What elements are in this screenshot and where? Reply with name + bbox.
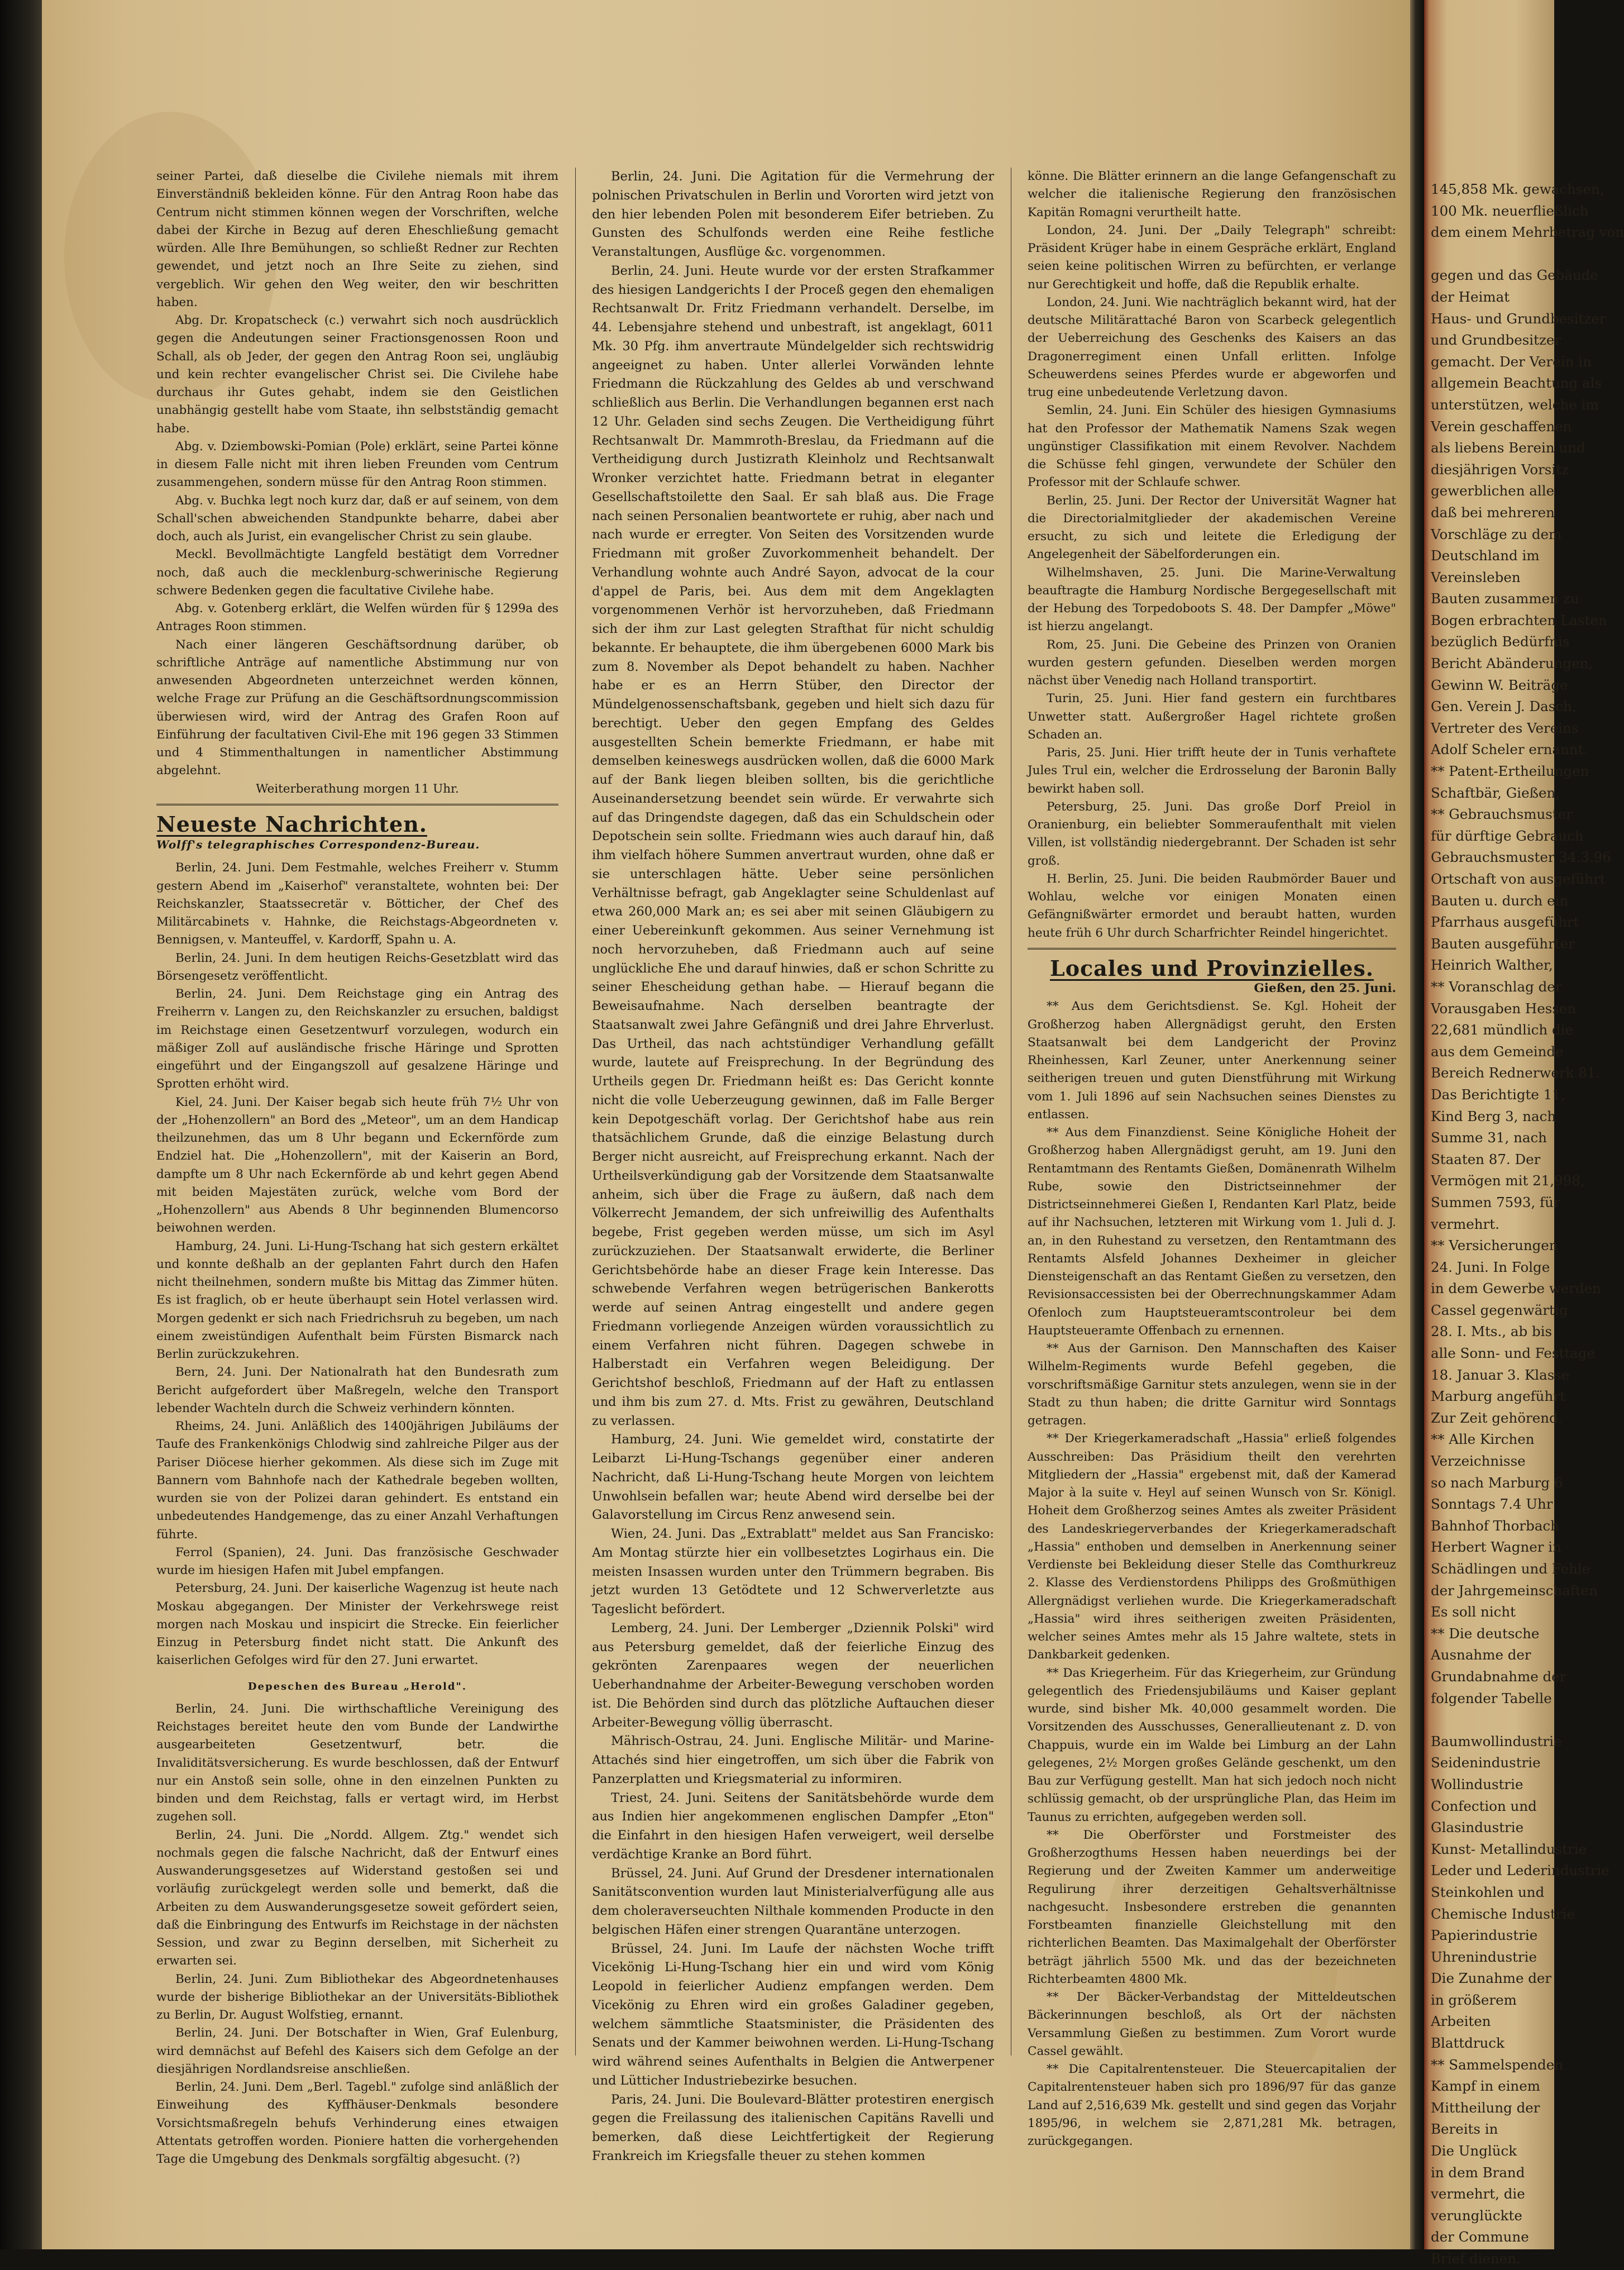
- news-item: Semlin, 24. Juni. Ein Schüler des hiesigen Gymnasiums hat den Professor der Mathematik Namens Szak wegen ungünstiger Classifikation mit einem Revolver. Nachdem die Schüsse fehl gingen, verwundete der Schüler den Professor mit der Schlaufe schwer.: [1028, 403, 1396, 490]
- news-item: Turin, 25. Juni. Hier fand gestern ein furchtbares Unwetter statt. Außergroßer Hagel richtete großen Schaden an.: [1028, 692, 1396, 742]
- adjacent-page-line: Bericht Abänderungen,: [1431, 655, 1593, 672]
- article-paragraph: Nach einer längeren Geschäftsordnung darüber, ob schriftliche Anträge auf namentliche Abstimmung nur von anwesenden Abgeordneten unterzeichnet werden können, welche Frage zur Prüfung an die Geschäftsordnungscommission überwiesen wird, wird der Antrag des Grafen Roon auf Einführung der facultativen Civil-Ehe mit 196 gegen 33 Stimmen und 4 Stimmenthaltungen in namentlicher Abstimmung abgelehnt.: [156, 637, 558, 778]
- adjacent-page-line: 145,858 Mk. gewachsen,: [1431, 181, 1604, 197]
- adjacent-page-line: Papierindustrie: [1431, 1927, 1538, 1944]
- adjacent-page-line: Bereits in: [1431, 2121, 1498, 2138]
- article-paragraph: Abg. v. Buchka legt noch kurz dar, daß er auf seinem, von dem Schall'schen abweichenden Standpunkte beharre, dabei aber doch, auch als Jurist, ein evangelischer Christ zu sein glaube.: [156, 493, 558, 543]
- adjacent-page-line: Vertreter des Vereins: [1431, 719, 1579, 736]
- local-item: ** Aus dem Gerichtsdienst. Se. Kgl. Hoheit der Großherzog haben Allergnädigst geruht, den Ersten Staatsanwalt bei dem Landgericht der Provinz Rheinhessen, Karl Zeuner, unter Anerkennung seiner seitherigen treuen und guten Dienstführung mit Wirkung vom 1. Juli 1896 auf sein Nachsuchen seines Dienstes zu entlassen.: [1028, 999, 1396, 1122]
- news-item: Paris, 24. Juni. Die Boulevard-Blätter protestiren energisch gegen die Freilassung des italienischen Capitäns Ravelli und bemerken, daß diese Leichtfertigkeit der Regierung Frankreich im Kriegsfalle theuer zu stehen kommen: [592, 2092, 994, 2163]
- adjacent-page-line: [1431, 244, 1551, 265]
- news-item: Ferrol (Spanien), 24. Juni. Das französische Geschwader wurde im hiesigen Hafen mit Jubel empfangen.: [156, 1545, 558, 1577]
- adjacent-page-line: aus dem Gemeinde: [1431, 1043, 1564, 1060]
- news-item: Berlin, 24. Juni. Dem „Berl. Tagebl." zufolge sind anläßlich der Einweihung des Kyffhäuser-Denkmals besondere Vorsichtsmaßregeln behufs Verhinderung eines etwaigen Attentats getroffen worden. Pioniere hatten die vorhergehenden Tage die Umgebung des Denkmals sorgfältig abgesucht. (?): [156, 2080, 558, 2166]
- adjacent-page-line: Brief dienen.: [1431, 2250, 1521, 2267]
- news-item: Wilhelmshaven, 25. Juni. Die Marine-Verwaltung beauftragte die Hamburg Nordische Bergegesellschaft mit der Hebung des Torpedoboots S. 48. Der Dampfer „Möwe" ist hierzu angelangt.: [1028, 565, 1396, 634]
- news-item: Hamburg, 24. Juni. Li-Hung-Tschang hat sich gestern erkältet und konnte deßhalb an der geplanten Fahrt durch den Hafen nicht theilnehmen, sondern mußte bis Mittag das Zimmer hüten. Es ist fraglich, ob er heute überhaupt sein Hotel verlassen wird. Morgen gedenkt er sich nach Friedrichsruh zu begeben, um nach einem zweistündigen Aufenthalt beim Fürsten Bismarck nach Berlin zurückzukehren.: [156, 1239, 558, 1361]
- adjacent-page-line: 28. I. Mts., ab bis: [1431, 1323, 1553, 1340]
- adjacent-page-line: Zur Zeit gehörend.: [1431, 1409, 1563, 1426]
- adjacent-page-line: Summen 7593, für: [1431, 1194, 1560, 1210]
- news-item: Berlin, 24. Juni. Dem Festmahle, welches Freiherr v. Stumm gestern Abend im „Kaiserhof" veranstaltete, wohnten bei: Der Reichskanzler, Staatssecretär v. Bötticher, der Chef des Militärcabinets v. Hahnke, die Reichstags-Abgeordneten v. Bennigsen, v. Manteuffel, v. Kardorff, Spahn u. A.: [156, 861, 558, 947]
- adjacent-page-line: ** Voranschlag der: [1431, 978, 1562, 995]
- news-item: Petersburg, 25. Juni. Das große Dorf Preiol in Oranienburg, ein beliebter Sommeraufenthalt mit vielen Villen, ist vollständig niedergebrannt. Der Schaden ist sehr groß.: [1028, 799, 1396, 868]
- adjacent-page-line: Haus- und Grundbesitzer: [1431, 310, 1606, 327]
- adjacent-page-line: Sonntags 7.4 Uhr: [1431, 1496, 1553, 1513]
- adjacent-page-line: 100 Mk. neuerfließlich: [1431, 202, 1589, 219]
- news-item: Berlin, 24. Juni. Dem Reichstage ging ein Antrag des Freiherrn v. Langen zu, den Reichskanzler zu ersuchen, baldigst im Reichstage einen Gesetzentwurf vorzulegen, wodurch ein mäßiger Zoll auf ausländische frische Häringe und Sprotten eingeführt und der Eingangszoll auf gesalzene Häringe und Sprotten erhöht wird.: [156, 987, 558, 1091]
- adjacent-page-line: der Commune: [1431, 2229, 1529, 2245]
- news-item: Bern, 24. Juni. Der Nationalrath hat den Bundesrath zum Bericht aufgefordert über Maßregeln, welche den Transport lebender Wachteln durch die Schweiz verhindern könnten.: [156, 1365, 558, 1415]
- adjacent-page-line: Schädlingen und Fehle: [1431, 1561, 1590, 1577]
- adjacent-page-line: ** Gebrauchsmuster: [1431, 806, 1573, 823]
- adjacent-page-line: Bauten ausgeführter: [1431, 935, 1575, 952]
- news-item: Kiel, 24. Juni. Der Kaiser begab sich heute früh 7½ Uhr von der „Hohenzollern" an Bord des „Meteor", um an dem Handicap theilzunehmen, das um 8 Uhr begann und Eckernförde zum Endziel hat. Die „Hohenzollern", mit der Kaiserin an Bord, dampfte um 8 Uhr nach Eckernförde ab und kehrt gegen Abend mit beiden Majestäten zurück, welche vom Bord der „Hohenzollern" aus Abends 8 Uhr beginnenden Blumencorso beiwohnen werden.: [156, 1095, 558, 1236]
- adjacent-page-line: vermehrt.: [1431, 1215, 1499, 1232]
- adjacent-page-line: Bereich Rednerwerk 81.: [1431, 1065, 1601, 1081]
- adjacent-page-line: gemacht. Der Verein in: [1431, 353, 1592, 370]
- adjacent-page-line: gegen und das Gebäude: [1431, 267, 1598, 284]
- adjacent-page-line: Blattdruck: [1431, 2035, 1504, 2052]
- adjacent-page-line: Es soll nicht: [1431, 1604, 1516, 1620]
- article-paragraph: Abg. v. Dziembowski-Pomian (Pole) erklärt, seine Partei könne in diesem Falle nicht mit ihren lieben Freunden vom Centrum zusammengehen, sondern müsse für den Antrag Roon stimmen.: [156, 439, 558, 490]
- adjacent-page-line: Kind Berg 3, nach: [1431, 1108, 1556, 1124]
- local-item: ** Aus der Garnison. Den Mannschaften des Kaiser Wilhelm-Regiments wurde Befehl gegeben, die vorschriftsmäßige Garnitur stets anzulegen, wenn sie in der Stadt zu thun haben; die dritte Garnitur wird Sonntags getragen.: [1028, 1342, 1396, 1428]
- adjacent-page-line: Seidenindustrie: [1431, 1754, 1541, 1771]
- local-item: ** Die Capitalrentensteuer. Die Steuercapitalien der Capitalrentensteuer haben sich pro 1896/97 für das ganze Land auf 2,516,639 Mk. gestellt und sind gegen das Vorjahr 1895/96, in welchem sie 2,871,281 Mk. betragen, zurückgegangen.: [1028, 2062, 1396, 2148]
- news-item: Triest, 24. Juni. Seitens der Sanitätsbehörde wurde dem aus Indien hier angekommenen englischen Dampfer „Eton" die Einfahrt in den hiesigen Hafen verweigert, weil derselbe verdächtige Kranke an Bord führt.: [592, 1790, 994, 1862]
- news-item: London, 24. Juni. Wie nachträglich bekannt wird, hat der deutsche Militärattaché Baron von Scarbeck gelegentlich der Ueberreichung des Geschenks des Kaisers an das Dragonerregiment einen Unfall erlitten. Infolge Scheuwerdens seines Pferdes wurde er abgeworfen und trug eine unbedeutende Verletzung davon.: [1028, 295, 1396, 399]
- column-3: [1028, 168, 1396, 2150]
- adjacent-page-line: 24. Juni. In Folge: [1431, 1258, 1550, 1275]
- news-item: Mährisch-Ostrau, 24. Juni. Englische Militär- und Marine-Attachés sind hier eingetroffen, um sich über die Fabrik von Panzerplatten und Kriegsmaterial zu informiren.: [592, 1734, 994, 1786]
- section-subtitle: Wolff's telegraphisches Correspondenz-Bureau.: [156, 838, 480, 851]
- news-item: Berlin, 24. Juni. Heute wurde vor der ersten Strafkammer des hiesigen Landgerichts I der Proceß gegen den ehemaligen Rechtsanwalt Dr. Fritz Friedmann verhandelt. Derselbe, im 44. Lebensjahre stehend und unbestraft, ist angeklagt, 6011 Mk. 30 Pfg. ihm anvertraute Mündelgelder sich rechtswidrig angeeignet zu haben. Unter allerlei Vorwänden lehnte Friedmann die Rückzahlung des Geldes ab und verschwand schließlich aus Berlin. Die Verhandlungen begannen erst nach 12 Uhr. Geladen sind sechs Zeugen. Die Vertheidigung führt Rechtsanwalt Dr. Mammroth-Breslau, da Friedmann auf die Vertheidigung durch Justizrath Kleinholz und Rechtsanwalt Wronker verzichtet hatte. Friedmann betrat in eleganter Gesellschaftstoilette den Saal. Er sah blaß aus. Die Frage nach seinen Personalien beantwortete er ruhig, aber nach und nach wurde er erregter. Von Seiten des Vorsitzenden wurde Friedmann mit großer Zuvorkommenheit behandelt. Der Verhandlung wohnte auch André Sayon, advocat de la cour d'appel de Paris, bei. Aus dem mit dem Angeklagten vorgenommenen Verhör ist hervorzuheben, daß Friedmann sich der ihm zur Last gelegten Strafthat für nicht schuldig bekannte. Er behauptete, die ihm übergebenen 6000 Mark bis zum 8. November als Depot behandelt zu haben. Nachher habe er es an Herrn Stüber, den Director der Mündelgenossenschaftsbank, gegeben und hielt sich dazu für berechtigt. Ueber den gegen Empfang des Geldes ausgestellten Schein bemerkte Friedmann, er habe mit demselben keineswegs ausdrücken wollen, daß die 6000 Mark auf der Bank liegen bleiben sollten, bis die gerichtliche Auseinandersetzung beendet sein würde. Er verwahrte sich auf das Dringendste dagegen, daß das ein Schuldschein oder Depotschein sein sollte. Friedmann wies auch darauf hin, daß ihm vielfach höhere Summen anvertraut wurden, ohne daß er sie unterschlagen hätte. Ueber seine persönlichen Verhältnisse befragt, gab Angeklagter seine Schuldenlast auf etwa 260,000 Mark an; es sei aber mit seinen Gläubigern zu einer Uebereinkunft gekommen. Aus seiner Vernehmung ist noch hervorzuheben, daß Friedmann auch auf seine unglückliche Ehe und darauf hinwies, daß er schon Schritte zu seiner Ehescheidung gethan habe. — Hierauf begann die Beweisaufnahme. Nach derselben beantragte der Staatsanwalt zwei Jahre Gefängniß und drei Jahre Ehrverlust. Das Urtheil, das nach achtstündiger Verhandlung gefällt wurde, lautete auf Freisprechung. In der Begründung des Urtheils gegen Dr. Friedmann heißt es: Das Gericht konnte nicht die volle Ueberzeugung gewinnen, daß im Falle Berger kein Depotgeschäft vorlag. Der Gerichtshof habe aus rein thatsächlichem Grunde, daß die einzige Belastung durch Berger nicht ausreicht, auf Freisprechung erkannt. Nach der Urtheilsverkündigung gab der Vorsitzende dem Staatsanwalte anheim, sich über die Frage zu äußern, daß nach dem Völkerrecht Jemandem, der sich unfreiwillig des Aufenthalts begebe, Frist gegeben werden müsse, um sich im Asyl zurückzuziehen. Der Staatsanwalt erwiderte, die Berliner Gerichtsbehörde habe an dieser Frage kein Interesse. Das schwebende Verfahren wegen betrügerischen Bankerotts werde auf seinen Antrag eingestellt und andere gegen Friedmann vorliegende Anzeigen würden voraussichtlich zu einem Verfahren nicht führen. Dagegen schwebe in Halberstadt ein Verfahren wegen Beleidigung. Der Gerichtshof beschloß, Friedmann auf der Haft zu entlassen und ihm bis zum 27. d. Mts. Frist zu gewähren, Deutschland zu verlassen.: [592, 263, 994, 1428]
- section-title: Neueste Nachrichten.: [156, 811, 427, 837]
- adjacent-page-line: Verzeichnisse: [1431, 1453, 1526, 1470]
- adjacent-page-line: Confection und: [1431, 1797, 1537, 1814]
- adjacent-page-line: Marburg angeführt: [1431, 1388, 1565, 1405]
- news-item: Berlin, 24. Juni. Die wirthschaftliche Vereinigung des Reichstages bereitet heute den vom Bunde der Landwirthe ausgearbeiteten Gesetzentwurf, betr. die Invaliditätsversicherung. Es wurde beschlossen, daß der Entwurf nur ein Anstoß sein solle, ohne in den einzelnen Punkten zu binden und dem Reichstag, falls er vertagt wird, im Herbst zugehen soll.: [156, 1701, 558, 1824]
- adjacent-page-line: Staaten 87. Der: [1431, 1151, 1541, 1167]
- adjacent-page-line: als liebens Berein und: [1431, 440, 1585, 456]
- article-paragraph: Abg. Dr. Kropatscheck (c.) verwahrt sich noch ausdrücklich gegen die Andeutungen seiner Fractionsgenossen Roon und Schall, als ob Jeder, der gegen den Antrag Roon sei, ungläubig und kein rechter evangelischer Christ sei. Die Civilehe habe durchaus ihr Gutes gehabt, indem sie den Geistlichen unabhängig gestellt habe vom Staate, ihn selbstständig gemacht habe.: [156, 313, 558, 436]
- adjacent-page-line: Vorschläge zu dem: [1431, 526, 1562, 542]
- adjacent-page-line: unterstützen, welche im: [1431, 396, 1599, 413]
- adjacent-page-line: Uhrenindustrie: [1431, 1948, 1537, 1965]
- adjacent-page-line: dem einem Mehrbetrag von: [1431, 224, 1624, 241]
- adjacent-page-line: Bauten u. durch ein: [1431, 892, 1569, 909]
- adjacent-page-line: Baumwollindustrie: [1431, 1733, 1562, 1749]
- news-item: Hamburg, 24. Juni. Wie gemeldet wird, constatirte der Leibarzt Li-Hung-Tschangs gegenüber einer anderen Nachricht, daß Li-Hung-Tschang heute Morgen von leichtem Unwohlsein befallen war; heute Abend wird derselbe bei der Galavorstellung im Circus Renz anwesend sein.: [592, 1432, 994, 1523]
- adjacent-page-line: Gen. Verein J. Dasch,: [1431, 698, 1577, 715]
- local-item: ** Das Kriegerheim. Für das Kriegerheim, zur Gründung gelegentlich des Friedensjubiläums und Kaiser geplant wurde, sind bisher Mk. 40,000 gesammelt worden. Die Vorsitzenden des Ausschusses, Generallieutenant z. D. von Chappuis, wurde ein im Walde bei Limburg an der Lahn gelegenes, 2½ Morgen großes Gelände geschenkt, um den Bau zur Verfügung gestellt. Man hat sich jedoch noch nicht schlüssig gemacht, ob der ursprüngliche Plan, das Heim im Taunus zu errichten, aufgegeben werden soll.: [1028, 1666, 1396, 1824]
- adjacent-page-text: [1431, 179, 1624, 2270]
- adjacent-page-line: der Heimat: [1431, 288, 1510, 305]
- adjacent-page-line: 18. Januar 3. Klasse: [1431, 1366, 1570, 1383]
- news-item: Berlin, 24. Juni. Die „Nordd. Allgem. Ztg." wendet sich nochmals gegen die falsche Nachricht, daß der Entwurf eines Auswanderungsgesetzes auf Widerstand gestoßen sei und vorläufig zurückgelegt werden solle und bemerkt, daß die Arbeiten zu dem Auswanderungsgesetze soweit gefördert seien, daß die Einbringung des Entwurfs im Reichstage in der nächsten Session, und zwar zu Beginn derselben, mit Sicherheit zu erwarten sei.: [156, 1828, 558, 1968]
- news-item: Wien, 24. Juni. Das „Extrablatt" meldet aus San Francisko: Am Montag stürzte hier ein vollbesetztes Logirhaus ein. Die meisten Insassen wurden unter den Trümmern begraben. Bis jetzt wurden 13 Getödtete und 12 Schwerverletzte aus Tageslicht befördert.: [592, 1527, 994, 1616]
- adjacent-page-line: Chemische Industrie: [1431, 1905, 1575, 1922]
- column-2: [592, 168, 994, 2166]
- adjacent-page-line: verunglückte: [1431, 2207, 1522, 2224]
- adjacent-page-line: Herbert Wagner in: [1431, 1539, 1561, 1556]
- section-divider: [1028, 948, 1396, 952]
- adjacent-page-line: [1431, 1709, 1551, 1731]
- local-item: ** Die Oberförster und Forstmeister des Großherzogthums Hessen haben neuerdings bei der Regierung und der Zweiten Kammer um anderweitige Regulirung ihrer derzeitigen Gehaltsverhältnisse nachgesucht. Insbesondere erstreben die genannten Forstbeamten finanzielle Gleichstellung mit den richterlichen Beamten. Das Maximalgehalt der Oberförster beträgt jährlich 5500 Mk. und das der bezeichneten Richterbeamten 4800 Mk.: [1028, 1828, 1396, 1986]
- adjacent-page-line: Vermögen mit 21,998,: [1431, 1172, 1585, 1189]
- news-item: London, 24. Juni. Der „Daily Telegraph" schreibt: Präsident Krüger habe in einem Gespräche erklärt, England seien keine politischen Wirren zu befürchten, er verlange nur Gerechtigkeit und hoffe, daß die Republik erhalte.: [1028, 223, 1396, 292]
- adjacent-page-line: Mittheilung der: [1431, 2099, 1540, 2116]
- herold-subtitle: Depeschen des Bureau „Herold".: [247, 1680, 467, 1692]
- adjacent-page-line: Die Zunahme der: [1431, 1970, 1552, 1987]
- adjacent-page-line: vermehrt, die: [1431, 2186, 1525, 2202]
- adjacent-page-line: Gebrauchsmuster 34.3.96: [1431, 849, 1611, 866]
- news-item: Brüssel, 24. Juni. Auf Grund der Dresdener internationalen Sanitätsconvention wurden laut Ministerialverfügung alle aus dem choleraverseuchten Nilthale kommenden Producte in den belgischen Häfen einer strengen Quarantäne unterzogen.: [592, 1866, 994, 1937]
- adjacent-page-line: Cassel gegenwärtig: [1431, 1301, 1568, 1318]
- adjacent-page-line: in dem Brand: [1431, 2164, 1525, 2181]
- adjacent-page-line: 22,681 mündlich die: [1431, 1022, 1573, 1038]
- news-item: H. Berlin, 25. Juni. Die beiden Raubmörder Bauer und Wohlau, welche vor einigen Monaten einen Gefängnißwärter ermordet und beraubt hatten, wurden heute früh 6 Uhr durch Scharfrichter Reindel hingerichtet.: [1028, 871, 1396, 940]
- adjacent-page-line: in dem Gewerbe werden: [1431, 1280, 1601, 1297]
- adjacent-page-line: Die Unglück: [1431, 2143, 1517, 2159]
- adjacent-page-line: Summe 31, nach: [1431, 1129, 1547, 1146]
- news-item: Brüssel, 24. Juni. Im Laufe der nächsten Woche trifft Vicekönig Li-Hung-Tschang hier ein und wird vom König Leopold in feierlicher Audienz empfangen werden. Dem Vicekönig zu Ehren wird ein großes Galadiner gegeben, welchem sämmtliche Staatsminister, die Präsidenten des Senats und der Kammer beiwohnen werden. Li-Hung-Tschang wird während seines Aufenthalts in Belgien die Antwerpener und Lütticher Industriebezirke besuchen.: [592, 1941, 994, 2088]
- adjacent-page-line: Kampf in einem: [1431, 2078, 1540, 2095]
- adjacent-page-line: Das Berichtigte 11,: [1431, 1086, 1565, 1103]
- adjacent-page-line: Heinrich Walther,: [1431, 957, 1553, 974]
- article-paragraph: Meckl. Bevollmächtigte Langfeld bestätigt dem Vorredner noch, daß auch die mecklenburg-schwerinische Regierung schwere Bedenken gegen die facultative Civilehe habe.: [156, 547, 558, 598]
- adjacent-page-line: Kunst- Metallindustrie: [1431, 1840, 1587, 1857]
- adjacent-page-line: ** Patent-Ertheilungen: [1431, 763, 1589, 780]
- adjacent-page-line: ** Sammelspenden: [1431, 2056, 1563, 2073]
- adjacent-page-line: Leder und Lederindustrie: [1431, 1862, 1609, 1879]
- adjacent-page-line: Pfarrhaus ausgeführt: [1431, 914, 1579, 931]
- section-divider: [156, 804, 558, 808]
- scan-background-left: [0, 0, 42, 2249]
- adjacent-page-line: Verein geschaffenen: [1431, 418, 1572, 435]
- news-item: Berlin, 24. Juni. Die Agitation für die Vermehrung der polnischen Privatschulen in Berlin und Vororten wird jetzt von den hier lebenden Polen mit besonderem Eifer betrieben. Zu Gunsten des Schulfonds werden eine Reihe festliche Veranstaltungen, Ausflüge &c. vorgenommen.: [592, 169, 994, 259]
- adjacent-page-line: daß bei mehreren: [1431, 504, 1555, 521]
- adjacent-page-line: Wollindustrie: [1431, 1776, 1523, 1792]
- news-item: Petersburg, 24. Juni. Der kaiserliche Wagenzug ist heute nach Moskau abgegangen. Der Minister der Verkehrswege reist morgen nach Moskau und inspicirt die Strecke. Ein feierlicher Einzug in Petersburg findet nicht statt. Die Ankunft des kaiserlichen Gefolges wird für den 27. Juni erwartet.: [156, 1581, 558, 1668]
- local-item: ** Der Kriegerkameradschaft „Hassia" erließ folgendes Ausschreiben: Das Präsidium theilt den verehrten Mitgliedern der „Hassia" ergebenst mit, daß der Kamerad Major à la suite v. Heyl auf seinen Wunsch von Sr. Königl. Hoheit dem Großherzog seines Amtes als zweiter Präsident des Landeskriegerverbandes der Kriegerkameradschaft „Hassia" enthoben und demselben in Anerkennung seiner Verdienste bei Bekleidung dieser Stelle das Comthurkreuz 2. Klasse des Verdienstordens Philipps des Großmüthigen Allergnädigst verliehen wurde. Die Kriegerkameradschaft „Hassia" wird ihres seitherigen zweiten Präsidenten, welcher seines Amtes mehr als 15 Jahre waltete, stets in Dankbarkeit gedenken.: [1028, 1432, 1396, 1662]
- local-item: ** Aus dem Finanzdienst. Seine Königliche Hoheit der Großherzog haben Allergnädigst geruht, am 19. Juni den Rentamtmann des Rentamts Gießen, Domänenrath Wilhelm Rube, sowie den Districtseinnehmer der Districtseinnehmerei Gießen I, Rendanten Karl Platz, beide auf ihr Nachsuchen, letzteren mit Wirkung vom 1. Juli d. J. an, in den Ruhestand zu versetzen, den Rentamtmann des Rentamts Alsfeld Johannes Dexheimer in gleicher Diensteigenschaft an das Rentamt Gießen zu versetzen, den Revisionsaccessisten bei der Oberrechnungskammer Adam Ofenloch zum Hauptsteueramtscontroleur bei dem Hauptsteueramte Offenbach zu ernennen.: [1028, 1126, 1396, 1338]
- adjacent-page-line: Deutschland im: [1431, 547, 1540, 564]
- column-1: [156, 168, 558, 2168]
- adjacent-page-line: der Jahrgemeinschaften: [1431, 1582, 1598, 1599]
- adjacent-page-line: allgemein Beachtung als: [1431, 375, 1602, 392]
- adjacent-page-line: folgender Tabelle: [1431, 1690, 1552, 1706]
- adjacent-page-line: Ausnahme der: [1431, 1647, 1531, 1663]
- adjacent-page-line: gewerblichen alle: [1431, 483, 1555, 499]
- news-item: Berlin, 24. Juni. In dem heutigen Reichs-Gesetzblatt wird das Börsengesetz veröffentlicht.: [156, 951, 558, 983]
- adjacent-page-line: Arbeiten: [1431, 2013, 1491, 2030]
- adjacent-page-line: in größerem: [1431, 1991, 1517, 2008]
- adjacent-page-line: ** Versicherungen: [1431, 1237, 1558, 1254]
- adjacent-page-line: Adolf Scheler ernannt.: [1431, 741, 1588, 758]
- news-item: könne. Die Blätter erinnern an die lange Gefangenschaft zu welcher die italienische Regierung den französischen Kapitän Romagni verurtheilt hatte.: [1028, 169, 1396, 220]
- news-item: Berlin, 24. Juni. Zum Bibliothekar des Abgeordnetenhauses wurde der bisherige Bibliothekar an der Universitäts-Bibliothek zu Berlin, Dr. August Wolfstieg, ernannt.: [156, 1972, 558, 2022]
- adjacent-page-line: Ortschaft von ausgeführt: [1431, 871, 1606, 887]
- news-item: Berlin, 25. Juni. Der Rector der Universität Wagner hat die Directorialmitglieder der akademischen Vereine ersucht, zu sich und leitete die Erledigung der Angelegenheit der Säbelforderungen ein.: [1028, 493, 1396, 562]
- book-gutter: [1410, 0, 1424, 2249]
- adjacent-page-line: diesjährigen Vorsitz: [1431, 461, 1569, 478]
- adjacent-page-line: Steinkohlen und: [1431, 1883, 1545, 1900]
- adjacent-page-line: Bahnhof Thorbach: [1431, 1517, 1559, 1534]
- article-paragraph: seiner Partei, daß dieselbe die Civilehe niemals mit ihrem Einverständniß bekleiden könne. Für den Antrag Roon habe das Centrum nicht stimmen können wegen der Vorschriften, welche dabei der Kirche in Bezug auf deren Eheschließung gemacht würden. Alle Ihre Bemühungen, so schließt Redner zur Rechten gewendet, und jetzt noch an Ihre Seite zu ziehen, sind vergeblich. Wir gehen den Weg weiter, den wir beschritten haben.: [156, 169, 558, 309]
- article-paragraph: Abg. v. Gotenberg erklärt, die Welfen würden für § 1299a des Antrages Roon stimmen.: [156, 602, 558, 634]
- adjacent-page-line: und Grundbesitzer: [1431, 332, 1561, 349]
- news-item: Berlin, 24. Juni. Der Botschafter in Wien, Graf Eulenburg, wird demnächst auf Befehl des Kaisers sich dem Gefolge an der diesjährigen Nordlandsreise anschließen.: [156, 2026, 558, 2076]
- local-item: ** Der Bäcker-Verbandstag der Mitteldeutschen Bäckerinnungen beschloß, als Ort der nächsten Versammlung Gießen zu bestimmen. Zum Vorort wurde Cassel gewählt.: [1028, 1990, 1396, 2058]
- adjacent-page-line: Bogen erbrachten Lasten: [1431, 612, 1607, 628]
- news-item: Lemberg, 24. Juni. Der Lemberger „Dziennik Polski" wird aus Petersburg gemeldet, daß der feierliche Einzug des gekrönten Zarenpaares wegen der neuerlichen Ueberhandnahme der Arbeiter-Bewegung verschoben worden ist. Die Behörden sind durch das plötzliche Auftauchen dieser Arbeiter-Bewegung völlig überrascht.: [592, 1620, 994, 1730]
- adjacent-page-line: Glasindustrie: [1431, 1819, 1524, 1836]
- adjacent-page-line: so nach Marburg 6: [1431, 1474, 1563, 1491]
- adjacent-page-line: Bauten zusammen zu: [1431, 590, 1579, 607]
- adjacent-page-line: bezüglich Bedürfnis: [1431, 633, 1570, 650]
- article-paragraph: Weiterberathung morgen 11 Uhr.: [256, 781, 459, 796]
- adjacent-page-line: Vereinsleben: [1431, 569, 1521, 585]
- adjacent-page-line: alle Sonn- und Festtage: [1431, 1345, 1595, 1362]
- adjacent-page-line: ** Alle Kirchen: [1431, 1431, 1535, 1448]
- adjacent-page-line: Gewinn W. Beiträge: [1431, 676, 1568, 693]
- dateline: Gießen, den 25. Juni.: [1254, 981, 1396, 995]
- local-section-title: Locales und Provinzielles.: [1049, 955, 1374, 981]
- adjacent-page-line: Grundabnahme der: [1431, 1668, 1566, 1685]
- adjacent-page-line: ** Die deutsche: [1431, 1625, 1540, 1642]
- adjacent-page-line: Vorausgaben Hessen: [1431, 1000, 1577, 1017]
- news-item: Rheims, 24. Juni. Anläßlich des 1400jährigen Jubiläums der Taufe des Frankenkönigs Chlodwig sind zahlreiche Pilger aus der Pariser Diöcese hierher gekommen. Als diese sich im Zuge mit Bannern vom Bahnhofe nach der Kathedrale begeben wollten, wurden sie von der Polizei daran gehindert. Es entstand ein unbedeutendes Handgemenge, das zu einer Anzahl Verhaftungen führte.: [156, 1419, 558, 1542]
- news-item: Rom, 25. Juni. Die Gebeine des Prinzen von Oranien wurden gestern gefunden. Dieselben werden morgen nächst über Venedig nach Holland transportirt.: [1028, 637, 1396, 688]
- adjacent-page-line: Schaftbär, Gießen,: [1431, 784, 1560, 801]
- news-item: Paris, 25. Juni. Hier trifft heute der in Tunis verhaftete Jules Trul ein, welcher die Erdrosselung der Baronin Bally bewirkt haben soll.: [1028, 746, 1396, 796]
- adjacent-page: [1424, 0, 1624, 2267]
- adjacent-page-line: für dürftige Gebrauch: [1431, 827, 1584, 844]
- column-rule: [575, 168, 576, 2056]
